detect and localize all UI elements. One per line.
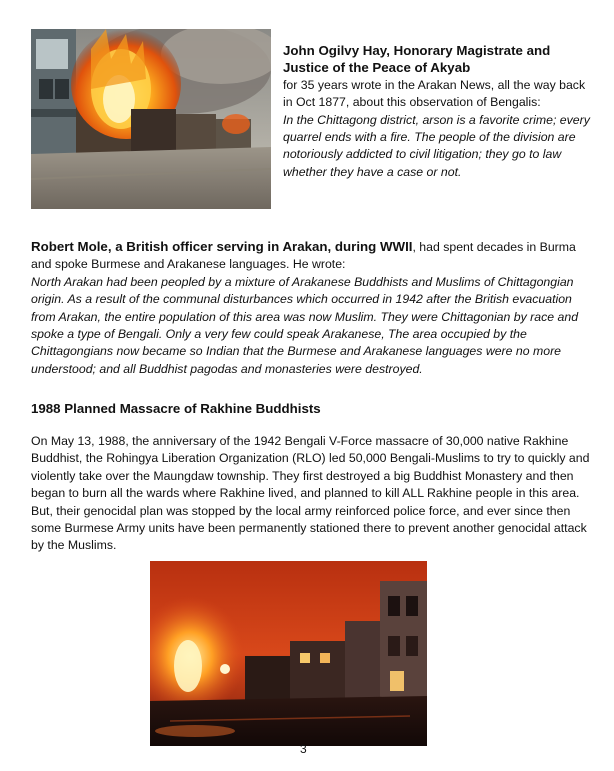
mole-section <box>31 238 589 378</box>
mole-quote: North Arakan had been peopled by a mixture of Arakanese Buddhists and Muslims of Chittagongian origin. As a result of the communal disturbances which occurred in 1942 after the British evacuation from Arakan, the entire population of this area was now Muslim. They were Chittagonian by race and spoke a type of Bengali. Only a very few could speak Arakanese, The area occupied by the Chittagongians now became so Indian that the Burmese and Arakanese languages were no more understood; and all Buddhist pagodas and monasteries were destroyed. <box>31 274 579 376</box>
massacre-heading: 1988 Planned Massacre of Rakhine Buddhists <box>31 401 321 416</box>
mole-intro: , had spent decades in Burma and spoke Burmese and Arakanese languages. He wrote: <box>31 240 576 272</box>
burning-street-photo <box>31 29 271 209</box>
mole-lead: Robert Mole, a British officer serving in Arakan, during WWII <box>31 239 413 254</box>
hay-section <box>283 42 593 181</box>
night-fire-photo <box>150 561 427 746</box>
hay-title: John Ogilvy Hay, Honorary Magistrate and Justice of the Peace of Akyab <box>283 43 551 76</box>
page-number: 3 <box>300 742 307 756</box>
night-fire-image <box>150 561 427 746</box>
hay-quote: In the Chittagong district, arson is a favorite crime; every quarrel ends with a fire. The people of the division are notoriously addicted to civil litigation; they go to law whether they have a case or not. <box>283 112 590 179</box>
massacre-body: On May 13, 1988, the anniversary of the 1942 Bengali V-Force massacre of 30,000 native Rakhine Buddhist, the Rohingya Liberation Organization (RLO) led 50,000 Bengali-Muslims to try to quickly and violently take over the Maungdaw township. They first destroyed a big Buddhist Monastery and then began to burn all the wards where Rakhine lived, and planned to kill ALL Rakhine people in this area. But, their genocidal plan was stopped by the local army reinforced police force, and ever since then some Burmese Army units have been permanently stationed there to prevent another genocidal attack by the Muslims. <box>31 434 590 553</box>
burning-street-image <box>31 29 271 209</box>
hay-intro: for 35 years wrote in the Arakan News, all the way back in Oct 1877, about this observation of Bengalis: <box>283 77 586 110</box>
